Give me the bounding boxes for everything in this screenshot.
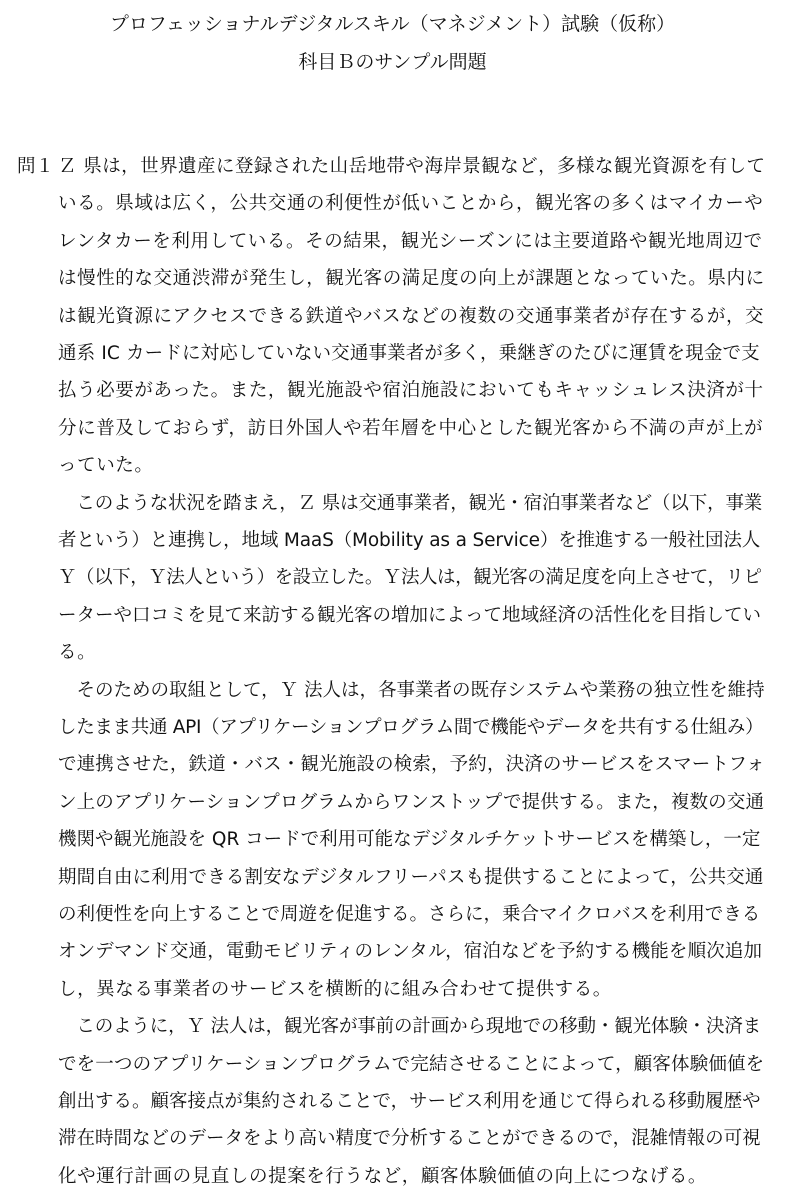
question-text-line: レンタカーを利用している。その結果，観光シーズンには主要道路や観光地周辺で: [58, 230, 763, 252]
question-text-line: でを一つのアプリケーションプログラムで完結させることによって，顧客体験価値を: [58, 1053, 765, 1075]
question-text-line: ーターや口コミを見て来訪する観光客の増加によって地域経済の活性化を目指してい: [58, 604, 762, 626]
question-text-line: 者という）と連携し，地域 MaaS（Mobility as a Service）を推進する一般社団法人: [58, 530, 761, 551]
question-text-line: したまま共通 API（アプリケーションプログラム間で機能やデータを共有する仕組み）: [58, 717, 764, 738]
question-text-line: ン上のアプリケーションプログラムからワンストップで提供する。また，複数の交通: [58, 791, 765, 813]
question-text-line: の利便性を向上することで周遊を促進する。さらに，乗合マイクロバスを利用できる: [58, 904, 761, 925]
question-text-line: 通系 IC カードに対応していない交通事業者が多く，乗継ぎのたびに運賃を現金で支: [58, 343, 760, 364]
question-text-line: このように，Ｙ 法人は，観光客が事前の計画から現地での移動・観光体験・決済ま: [58, 1016, 762, 1038]
question-text-line: は観光資源にアクセスできる鉄道やバスなどの複数の交通事業者が存在するが，交: [58, 305, 765, 327]
question-text-line: オンデマンド交通，電動モビリティのレンタル，宿泊などを予約する機能を順次追加: [58, 941, 763, 963]
question-text-line: で連携させた，鉄道・バス・観光施設の検索，予約，決済のサービスをスマートフォ: [58, 754, 765, 776]
question-text-line: 創出する。顧客接点が集約されることで，サービス利用を通じて得られる移動履歴や: [58, 1091, 761, 1112]
question-text-line: 払う必要があった。また，観光施設や宿泊施設においてもキャッシュレス決済が十: [58, 380, 764, 402]
question-text-line: いる。県域は広く，公共交通の利便性が低いことから，観光客の多くはマイカーや: [58, 193, 764, 215]
question-text-line: Ｙ（以下，Ｙ法人という）を設立した。Ｙ法人は，観光客の満足度を向上させて，リピ: [58, 567, 762, 589]
page-title: プロフェッショナルデジタルスキル（マネジメント）試験（仮称）: [109, 13, 676, 35]
question-text-line: し，異なる事業者のサービスを横断的に組み合わせて提供する。: [58, 978, 612, 1000]
question-text-line: 機関や観光施設を QR コードで利用可能なデジタルチケットサービスを構築し，一定: [58, 829, 761, 851]
question-number: 問１: [17, 156, 55, 177]
page-subtitle: 科目Ｂのサンプル問題: [298, 51, 487, 73]
question-text-line: そのための取組として，Ｙ 法人は，各事業者の既存システムや業務の独立性を維持: [58, 679, 765, 701]
question-text-line: 滞在時間などのデータをより高い精度で分析することができるので，混雑情報の可視: [58, 1128, 761, 1150]
question-text-line: っていた。: [58, 455, 154, 477]
question-text-line: 分に普及しておらず，訪日外国人や若年層を中心とした観光客から不満の声が上が: [58, 417, 764, 439]
question-text-line: 化や運行計画の見直しの提案を行うなど，顧客体験価値の向上につなげる。: [58, 1165, 708, 1187]
question-text-line: 期間自由に利用できる割安なデジタルフリーパスも提供することによって，公共交通: [58, 866, 764, 888]
question-text-line: る。: [58, 642, 97, 664]
question-text-line: は慢性的な交通渋滞が発生し，観光客の満足度の向上が課題となっていた。県内に: [58, 268, 765, 290]
question-text-line: このような状況を踏まえ，Ｚ 県は交通事業者，観光・宿泊事業者など（以下，事業: [58, 492, 763, 514]
question-text-line: Ｚ 県は，世界遺産に登録された山岳地帯や海岸景観など，多様な観光資源を有して: [58, 156, 766, 177]
